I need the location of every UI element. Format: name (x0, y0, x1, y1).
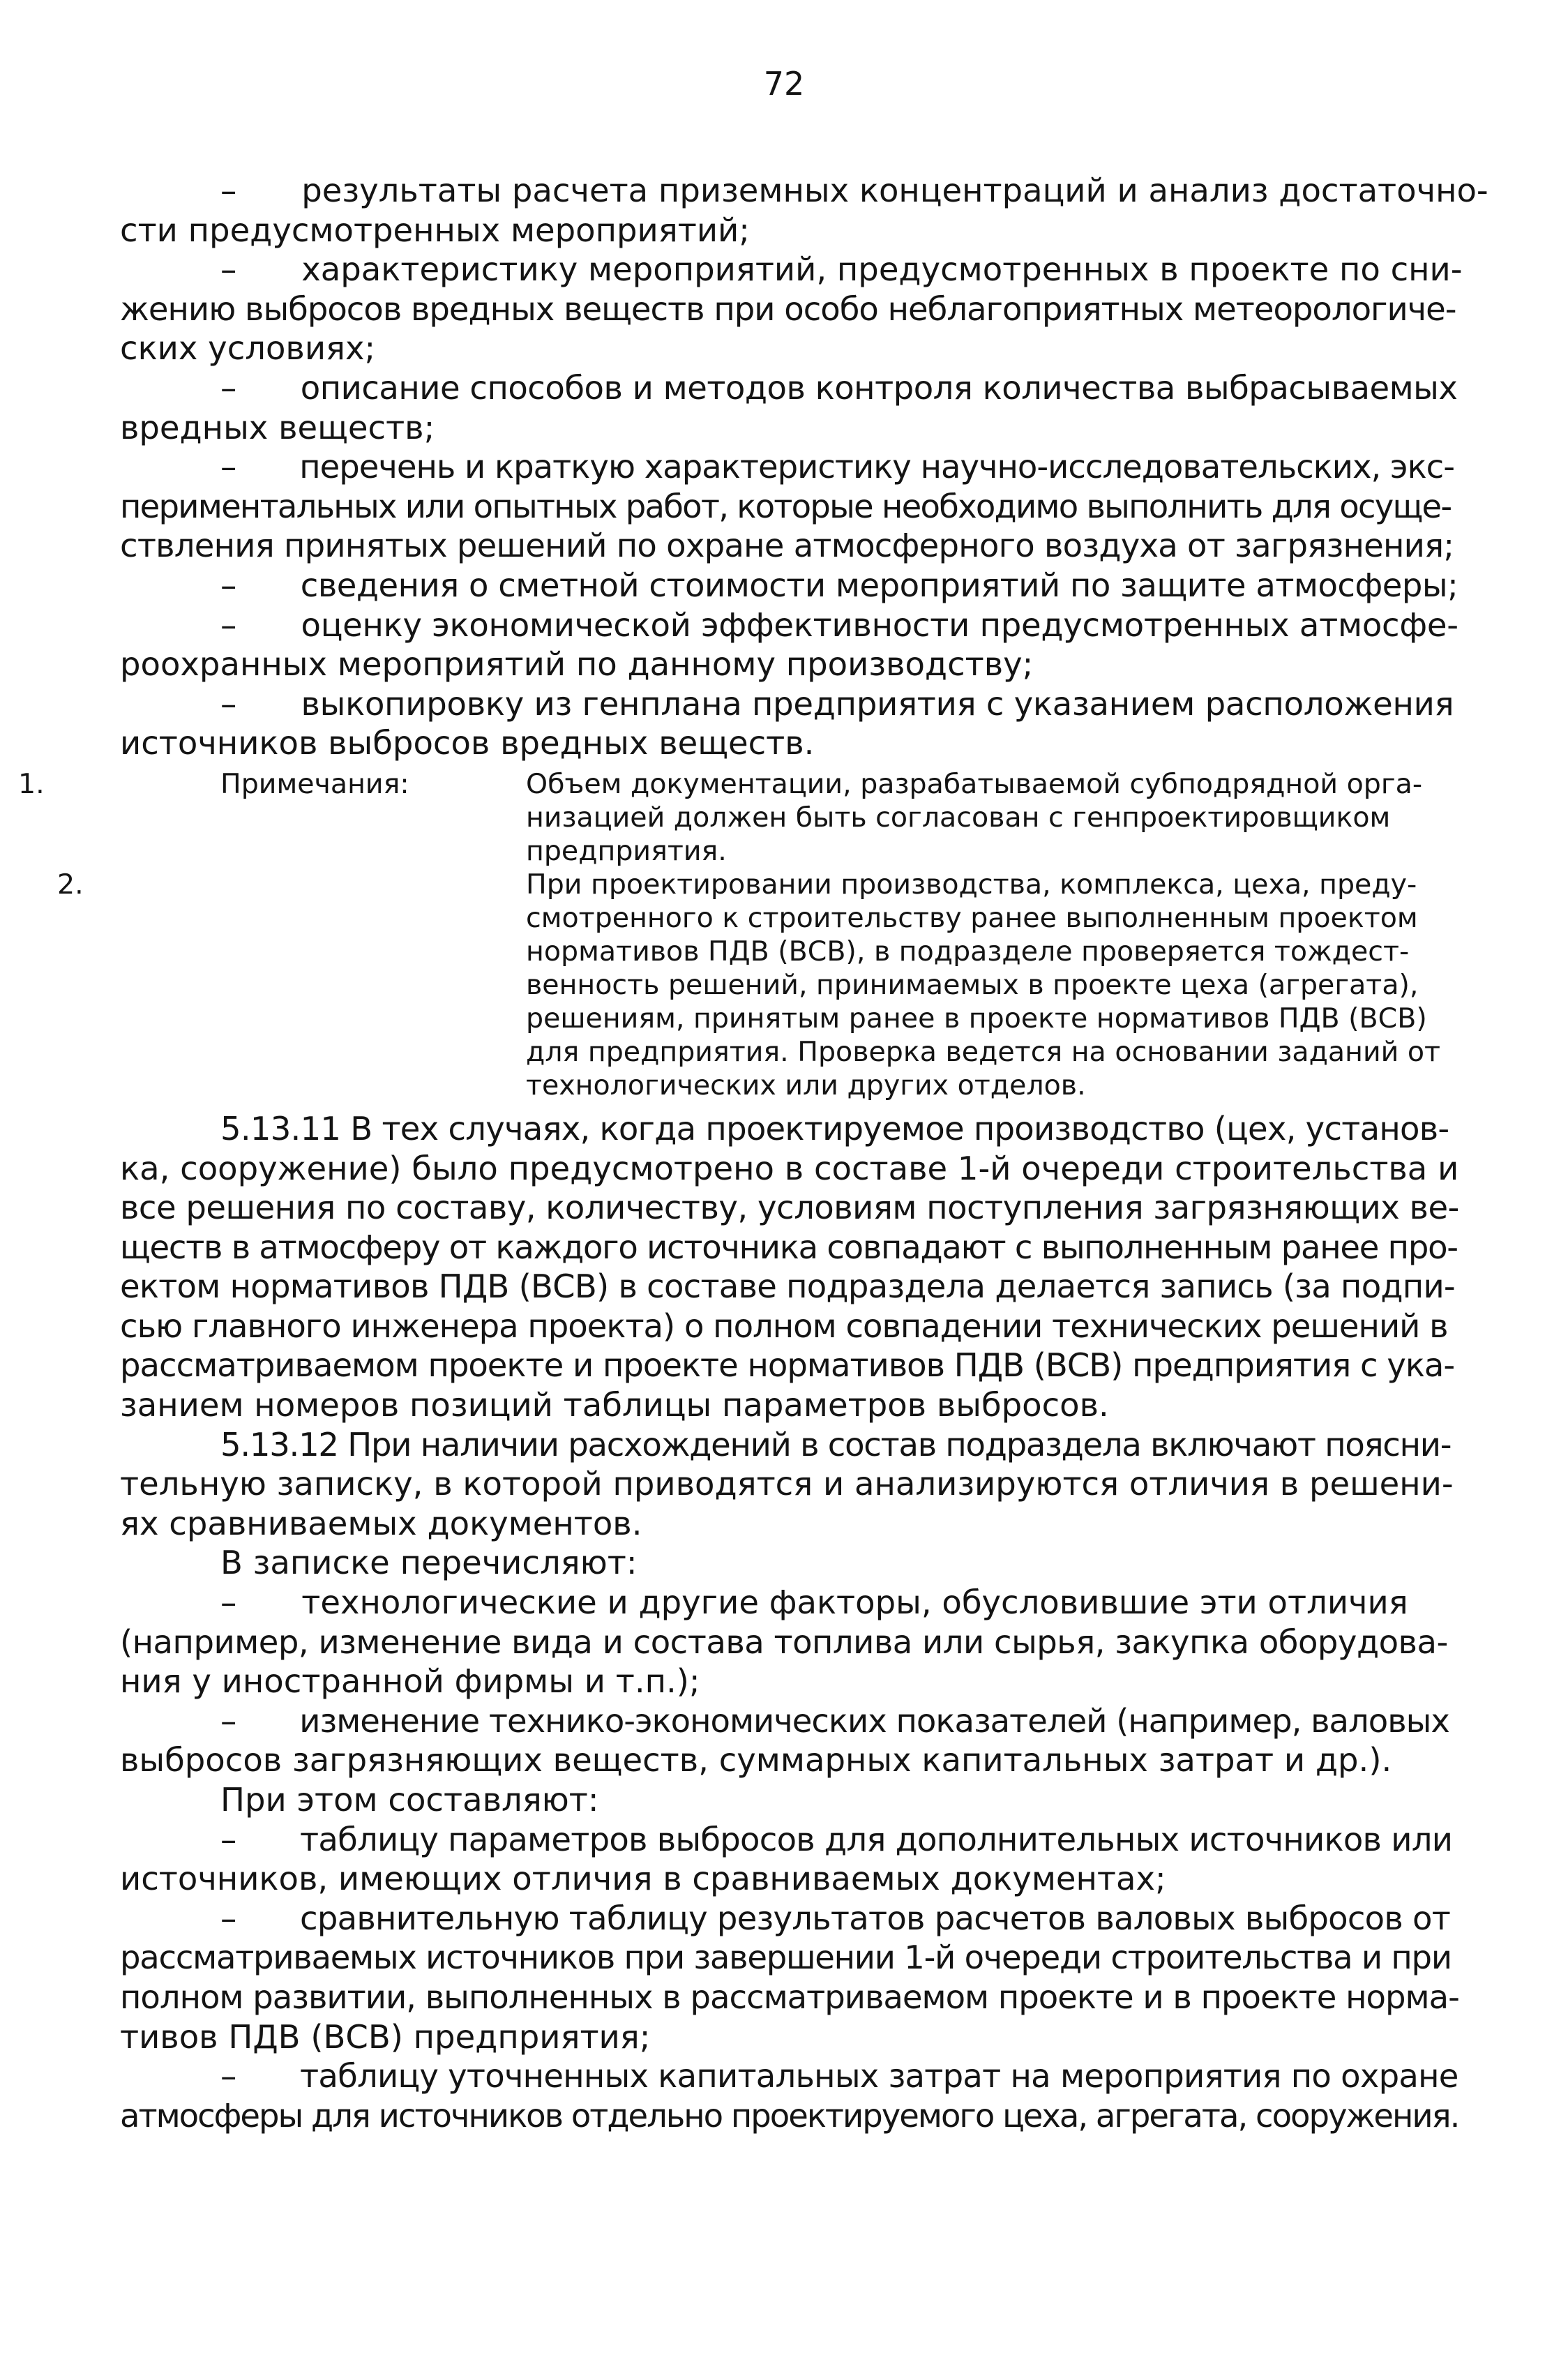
text-line: – результаты расчета приземных концентраций и анализ достаточно- (220, 172, 1488, 209)
list-section-2 (120, 1109, 1459, 2135)
text-line: занием номеров позиций таблицы параметров выбросов. (120, 1386, 1109, 1424)
text-line: атмосферы для источников отдельно проектируемого цеха, агрегата, сооружения. (120, 2096, 1459, 2135)
text-line: рассматриваемых источников при завершении 1-й очереди строительства и при (120, 1939, 1452, 1977)
text-line: сти предусмотренных мероприятий; (120, 211, 750, 249)
text-line: рассматриваемом проекте и проекте нормативов ПДВ (ВСВ) предприятия с ука- (120, 1346, 1455, 1385)
text-line: ствления принятых решений по охране атмосферного воздуха от загрязнения; (120, 527, 1454, 565)
page-number: 72 (763, 65, 805, 103)
notes-block (18, 767, 1459, 1102)
text-line: – описание способов и методов контроля количества выбрасываемых (220, 368, 1458, 407)
note-number: 2. (57, 868, 84, 901)
note-line: смотренного к строительству ранее выполненным проектом (526, 901, 1418, 934)
text-line: ектом нормативов ПДВ (ВСВ) в составе подраздела делается запись (за подпи- (120, 1267, 1455, 1306)
text-line: – оценку экономической эффективности предусмотренных атмосфе- (220, 605, 1458, 644)
text-line: ка, сооружение) было предусмотрено в составе 1-й очереди строительства и (120, 1149, 1459, 1187)
note-line: Объем документации, разрабатываемой субподрядной орга- (526, 767, 1423, 800)
text-line: тельную записку, в которой приводятся и анализируются отличия в решени- (120, 1465, 1454, 1503)
paragraph-5-13-11: 5.13.11 В тех случаях, когда проектируемое производство (цех, установ- (220, 1109, 1449, 1148)
text-line: ния у иностранной фирмы и т.п.); (120, 1662, 700, 1701)
text-line: периментальных или опытных работ, которые необходимо выполнить для осуще- (120, 487, 1452, 525)
note-line: решениям, принятым ранее в проекте нормативов ПДВ (ВСВ) (526, 1002, 1427, 1034)
paragraph-5-13-12: 5.13.12 При наличии расхождений в состав подраздела включают поясни- (220, 1425, 1452, 1464)
text-line: источников, имеющих отличия в сравниваемых документах; (120, 1860, 1166, 1898)
text-line: все решения по составу, количеству, условиям поступления загрязняющих ве- (120, 1189, 1459, 1227)
note-line: предприятия. (526, 834, 727, 867)
text-line: жению выбросов вредных веществ при особо неблагоприятных метеорологиче- (120, 289, 1456, 328)
notes-label: Примечания: (220, 767, 409, 800)
note-line: для предприятия. Проверка ведется на основании заданий от (526, 1035, 1441, 1068)
text-line: (например, изменение вида и состава топлива или сырья, закупка оборудова- (120, 1623, 1448, 1661)
text-line: тивов ПДВ (ВСВ) предприятия; (120, 2017, 651, 2056)
text-line: – выкопировку из генплана предприятия с указанием расположения (220, 684, 1454, 723)
text-line: ществ в атмосферу от каждого источника совпадают с выполненным ранее про- (120, 1228, 1458, 1266)
text-line: – сведения о сметной стоимости мероприятий по защите атмосферы; (220, 566, 1458, 604)
text-line: ских условиях; (120, 329, 376, 368)
note-number: 1. (18, 767, 45, 800)
document-body (18, 171, 1488, 2135)
text-line: источников выбросов вредных веществ. (120, 724, 815, 762)
note-line: венность решений, принимаемых в проекте цеха (агрегата), (526, 968, 1419, 1001)
note-line: При проектировании производства, комплекса, цеха, преду- (526, 868, 1417, 901)
note-line: технологических или других отделов. (526, 1069, 1086, 1101)
note-line: нормативов ПДВ (ВСВ), в подразделе проверяется тождест- (526, 935, 1410, 968)
text-line: выбросов загрязняющих веществ, суммарных капитальных затрат и др.). (120, 1741, 1392, 1780)
note-item-2 (57, 868, 1459, 1102)
text-line: роохранных мероприятий по данному производству; (120, 645, 1034, 684)
text-line: – технологические и другие факторы, обусловившие эти отличия (220, 1583, 1408, 1622)
text-line: полном развитии, выполненных в рассматриваемом проекте и в проекте норма- (120, 1978, 1459, 2016)
text-line: – таблицу параметров выбросов для дополнительных источников или (220, 1820, 1453, 1858)
text-line: При этом составляют: (220, 1781, 599, 1819)
text-line: – перечень и краткую характеристику научно-исследовательских, экс- (220, 448, 1455, 486)
text-line: сью главного инженера проекта) о полном совпадении технических решений в (120, 1307, 1448, 1345)
note-line: низацией должен быть согласован с генпроектировщиком (526, 801, 1391, 834)
text-line: ях сравниваемых документов. (120, 1504, 642, 1542)
list-section-1 (120, 171, 1488, 763)
text-line: вредных веществ; (120, 408, 435, 446)
text-line: В записке перечисляют: (220, 1544, 638, 1582)
text-line: – изменение технико-экономических показателей (например, валовых (220, 1701, 1449, 1740)
text-line: – таблицу уточненных капитальных затрат на мероприятия по охране (220, 2057, 1458, 2096)
note-item-1 (18, 767, 1459, 868)
text-line: – сравнительную таблицу результатов расчетов валовых выбросов от (220, 1899, 1451, 1937)
text-line: – характеристику мероприятий, предусмотренных в проекте по сни- (220, 250, 1463, 289)
